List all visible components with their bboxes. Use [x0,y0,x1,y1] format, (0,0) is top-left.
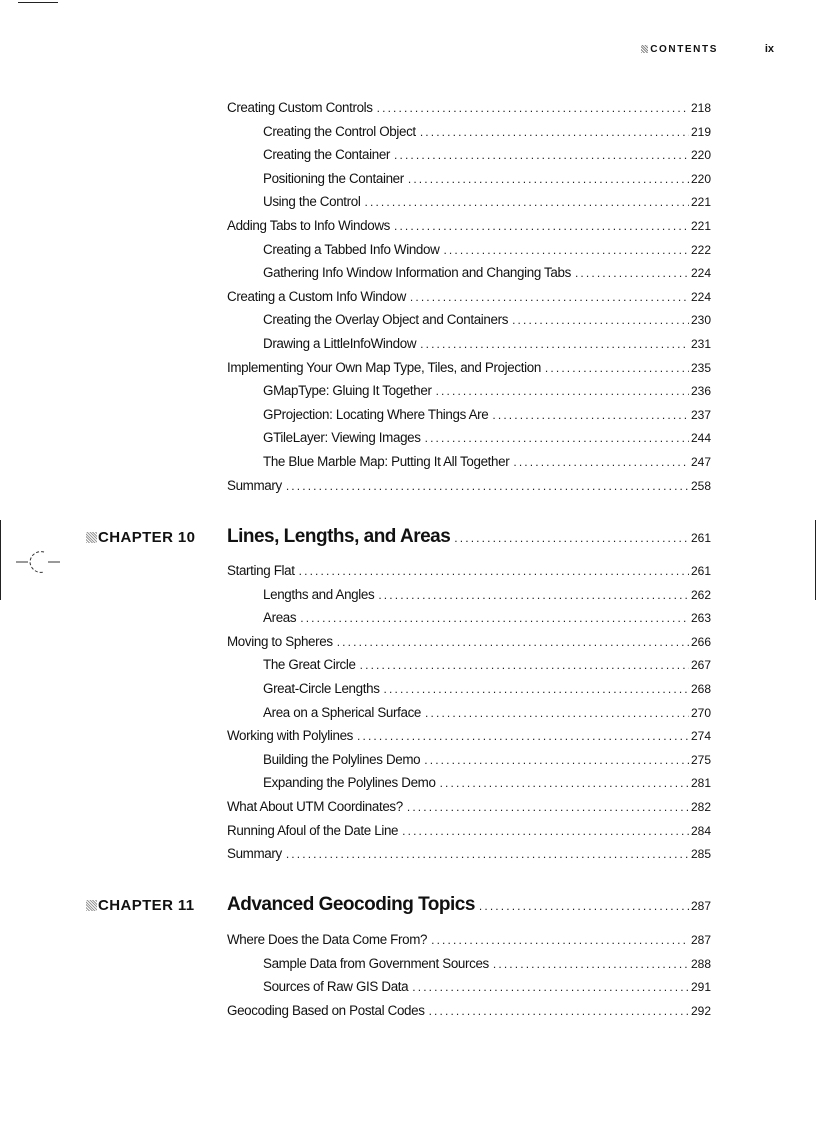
chapter-page: 261 [690,531,711,545]
dot-leader [360,658,689,672]
toc-entry [263,124,711,144]
toc-entry-page: 266 [690,634,711,649]
toc-entry-title: Geocoding Based on Postal Codes [227,1002,425,1018]
dot-leader [425,706,689,720]
toc-entry [263,587,711,607]
toc-entry [263,383,711,403]
toc-entry [263,147,711,167]
toc-entry-page: 262 [690,587,711,602]
dot-leader [420,125,689,139]
toc-entry-title: Areas [263,610,297,626]
toc-entry-title: Summary [227,846,282,862]
dot-leader [493,957,689,971]
toc-entry [227,478,711,498]
toc-entry-page: 237 [690,407,711,422]
toc-entry [227,218,711,238]
toc-entry-page: 224 [690,266,711,281]
dot-leader [412,980,689,994]
dot-leader [378,588,689,602]
toc-entry [227,360,711,380]
toc-entry [227,799,711,819]
toc-entry [227,289,711,309]
dot-leader [420,337,689,351]
toc-entry-page: 270 [690,705,711,720]
toc-entry [227,100,711,120]
toc-entry [227,823,711,843]
toc-entry-title: Adding Tabs to Info Windows [227,218,390,233]
toc-entry-page: 274 [690,729,711,744]
toc-entry-page: 285 [690,847,711,862]
toc-entry [263,407,711,427]
dot-leader [424,753,689,767]
toc-entry-page: 219 [690,124,711,139]
dot-leader [410,290,689,304]
toc-entry-page: 281 [690,776,711,791]
toc-entry-page: 258 [690,478,711,493]
dot-leader [300,611,689,625]
toc-entry-title: Creating a Custom Info Window [227,288,406,304]
toc-entry-title: Moving to Spheres [227,633,333,649]
toc-entry-page: 261 [690,564,711,578]
toc-entry [227,563,711,583]
toc-entry [263,242,711,262]
dot-leader [365,195,689,209]
toc-entry-title: Sample Data from Government Sources [263,955,489,971]
toc-entry [227,932,711,952]
dot-leader [440,776,689,790]
chapter-mark-icon [86,900,97,911]
dot-leader [575,266,689,280]
dot-leader [454,531,689,545]
running-header-page-number: ix [764,43,774,55]
toc-entry-title: Creating a Tabbed Info Window [263,241,440,257]
toc-entry-title: Working with Polylines [227,728,354,744]
toc-entry-page: 247 [690,455,711,469]
crop-mark-left [0,520,1,600]
toc-entry-page: 220 [690,171,711,186]
toc-entry-page: 221 [690,195,711,210]
toc-entry-title: Sources of Raw GIS Data [263,979,409,995]
toc-entry-title: What About UTM Coordinates? [227,799,403,814]
toc-entry-title: Creating the Overlay Object and Containers [263,312,509,328]
toc-entry-title: Creating Custom Controls [227,100,373,115]
toc-entry-page: 282 [690,800,711,814]
toc-entry-title: Using the Control [263,194,361,210]
toc-entry-title: GMapType: Gluing It Together [263,383,432,399]
dot-leader [337,635,689,649]
dot-leader [384,682,689,696]
dot-leader [513,455,689,469]
toc-entry-title: Where Does the Data Come From? [227,932,428,947]
dot-leader [286,479,689,493]
toc-entry-title: Expanding the Polylines Demo [263,775,436,791]
toc-entry-page: 275 [690,752,711,767]
toc-entry-page: 231 [690,337,711,351]
toc-entry [263,265,711,285]
toc-entry-title: Implementing Your Own Map Type, Tiles, and Projection [227,359,541,375]
toc-entry [263,171,711,191]
toc-entry-title: GProjection: Locating Where Things Are [263,406,489,422]
dot-leader [425,431,689,445]
toc-entry [263,610,711,630]
dot-leader [407,800,689,814]
dot-leader [443,243,689,257]
toc-entry-title: Drawing a LittleInfoWindow [263,336,417,351]
toc-entry-title: Positioning the Container [263,170,404,186]
registration-mark-icon [16,546,60,578]
toc-entry-page: 230 [690,313,711,328]
toc-entry [263,752,711,772]
dot-leader [479,899,689,913]
toc-entry-page: 267 [690,658,711,673]
toc-entry-title: Running Afoul of the Date Line [227,822,399,838]
toc-entry-page: 244 [690,431,711,446]
toc-entry-title: The Great Circle [263,657,356,673]
chapter-title: Advanced Geocoding Topics [227,894,475,915]
toc-entry-page: 235 [690,360,711,375]
dot-leader [408,172,689,186]
dot-leader [436,384,689,398]
toc-entry [227,846,711,866]
toc-entry [263,657,711,677]
toc-entry-page: 236 [690,384,711,399]
toc-entry-title: Area on a Spherical Surface [263,704,422,720]
toc-entry-page: 268 [690,682,711,696]
toc-entry-page: 220 [690,148,711,163]
toc-entry-page: 222 [690,242,711,257]
section-mark-icon [641,45,648,53]
toc-entry-title: Lengths and Angles [263,586,375,602]
toc-entry [263,956,711,976]
toc-entry-page: 291 [690,980,711,995]
toc-entry-title: The Blue Marble Map: Putting It All Together [263,454,510,469]
dot-leader [492,408,689,422]
chapter-page: 287 [690,899,711,913]
dot-leader [431,933,689,947]
toc-entry-title: Creating the Control Object [263,123,416,139]
toc-entry-title: Building the Polylines Demo [263,751,421,767]
toc-entry-title: Summary [227,477,282,493]
running-header-section: CONTENTS [641,44,718,55]
chapter-title: Lines, Lengths, and Areas [227,526,451,547]
chapter-mark-icon [86,532,97,543]
toc-entry [227,634,711,654]
toc-entry [263,336,711,356]
chapter-heading [86,526,711,554]
dot-leader [394,148,689,162]
toc-entry [263,312,711,332]
toc-entry-page: 288 [690,956,711,971]
toc-entry-page: 287 [690,933,711,947]
toc-entry-page: 263 [690,611,711,626]
dot-leader [512,313,689,327]
toc-entry [263,681,711,701]
toc-entry [263,194,711,214]
toc-entry-title: Gathering Info Window Information and Changing Tabs [263,265,571,281]
crop-mark-top [18,2,58,3]
toc-entry-page: 221 [690,219,711,233]
toc-entry-title: Starting Flat [227,563,295,578]
toc-entry [227,728,711,748]
running-header [0,44,780,60]
toc-entry-title: Great-Circle Lengths [263,681,380,696]
toc-entry-page: 224 [690,289,711,304]
toc-entry [263,454,711,474]
dot-leader [377,101,689,115]
dot-leader [299,564,689,578]
dot-leader [429,1004,689,1018]
dot-leader [394,219,689,233]
chapter-heading [86,894,711,922]
dot-leader [286,847,689,861]
toc-entry-title: Creating the Container [263,147,391,163]
toc-entry-page: 284 [690,823,711,838]
dot-leader [545,361,689,375]
toc-entry [263,775,711,795]
chapter-label: CHAPTER 11 [86,897,227,914]
toc-entry [263,979,711,999]
toc-entry-title: GTileLayer: Viewing Images [263,430,421,446]
toc-entry [263,705,711,725]
dot-leader [402,824,689,838]
toc-entry-page: 218 [690,101,711,115]
toc-entry [227,1003,711,1023]
dot-leader [357,729,689,743]
toc-entry-page: 292 [690,1003,711,1018]
chapter-label: CHAPTER 10 [86,529,227,546]
toc-entry [263,430,711,450]
